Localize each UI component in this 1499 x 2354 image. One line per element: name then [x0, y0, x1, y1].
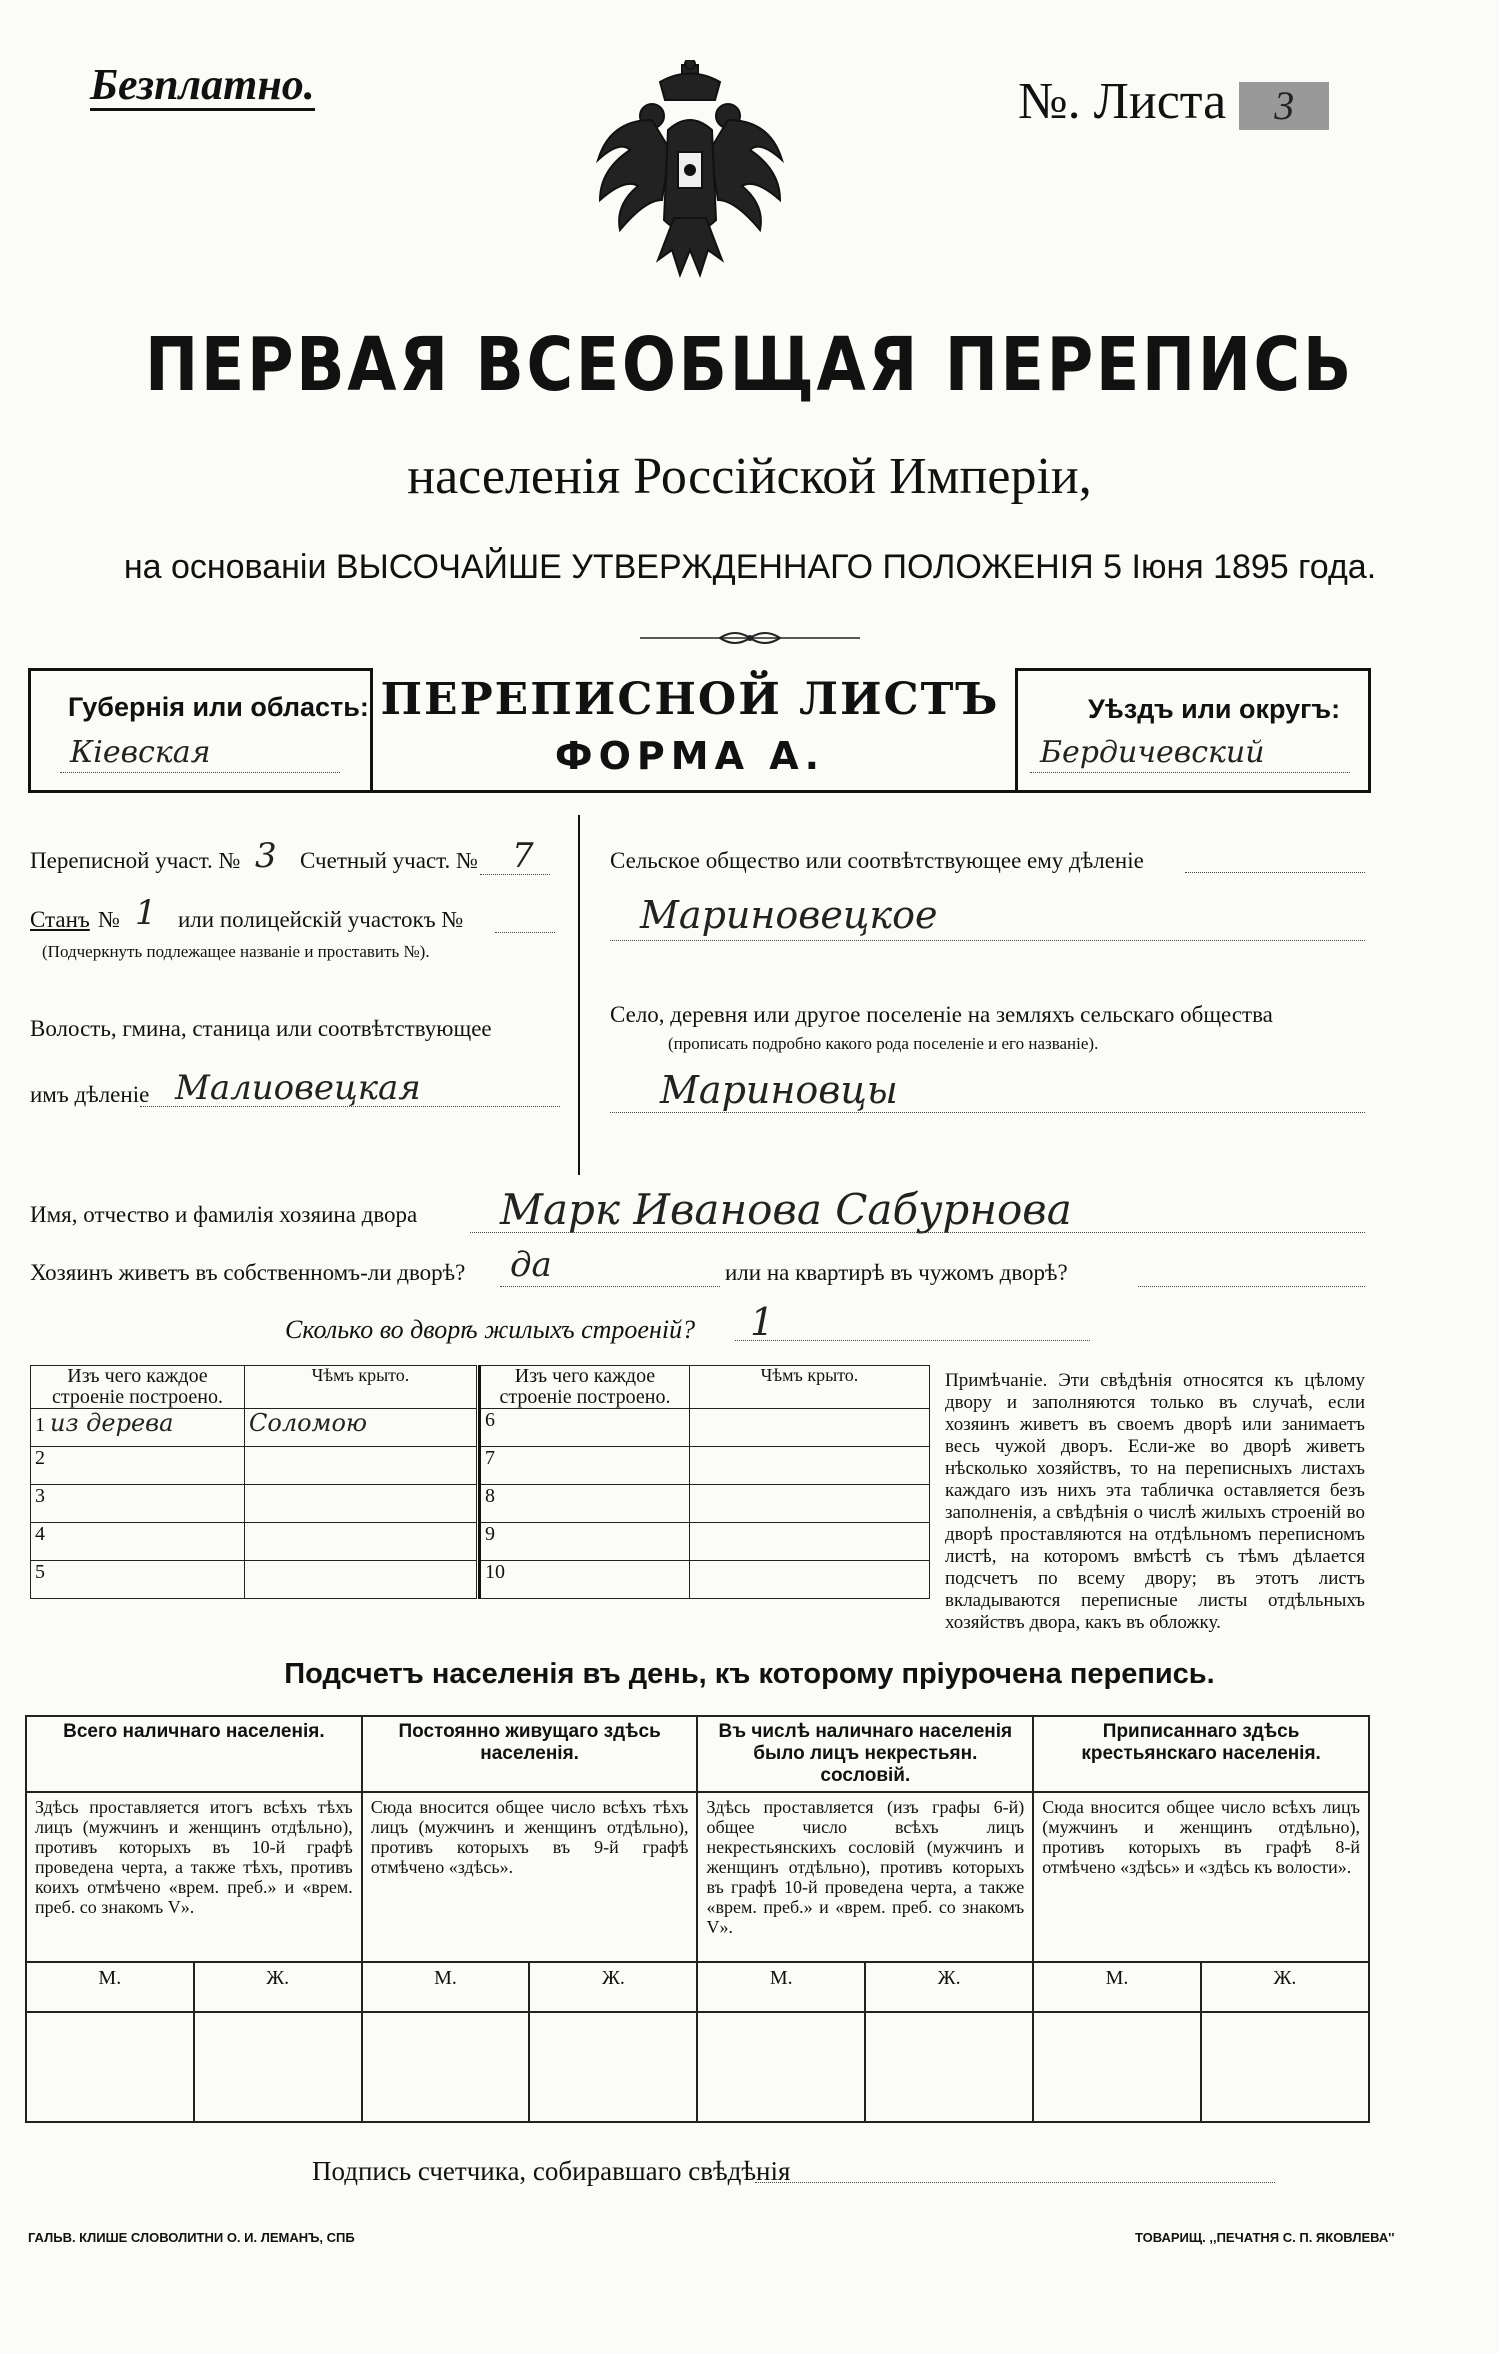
owner-name-label: Имя, отчество и фамилія хозяина двора [30, 1202, 418, 1227]
male-count-1[interactable] [26, 2012, 194, 2122]
female-header: Ж. [865, 1962, 1033, 2012]
population-title: Подсчетъ населенія въ день, къ которому пріурочена перепись. [284, 1658, 1215, 1690]
pop-col-1-heading: Всего наличнаго населенія. [26, 1716, 362, 1792]
table-row [480, 1485, 930, 1523]
band-top-left [28, 668, 370, 671]
row-number: 10 [485, 1561, 505, 1583]
society-line-2 [610, 940, 1365, 941]
material-header: Изъ чего каждое строеніе построено. [480, 1366, 690, 1409]
counting-section-value[interactable]: 7 [512, 836, 534, 876]
pop-col-4-desc: Сюда вносится общее число всѣхъ лицъ (мужчинъ и женщинъ отдѣльно), противъ которыхъ въ графѣ 8-й отмѣчено «здѣсь» и «здѣсь къ волости». [1033, 1792, 1369, 1962]
signature-line[interactable] [755, 2182, 1275, 2183]
table-row [31, 1523, 477, 1561]
table-row [480, 1561, 930, 1599]
male-count-3[interactable] [697, 2012, 865, 2122]
table-row [480, 1523, 930, 1561]
census-section-label: Переписной участ. № [30, 848, 241, 873]
census-section-value[interactable]: 3 [255, 836, 277, 876]
roof-header: Чѣмъ крыто. [690, 1366, 930, 1409]
male-header: М. [1033, 1962, 1201, 2012]
female-count-4[interactable] [1201, 2012, 1369, 2122]
free-label: Безплатно. [90, 62, 315, 111]
row-number: 2 [35, 1447, 45, 1469]
district-label: Уѣздъ или округъ: [1088, 694, 1341, 724]
row-number: 8 [485, 1485, 495, 1507]
footer-left: ГАЛЬВ. КЛИШЕ СЛОВОЛИТНИ О. И. ЛЕМАНЪ, СПБ [28, 2230, 355, 2245]
buildings-note: Примѣчаніе. Эти свѣдѣнія относятся къ цѣлому двору и заполняются только въ случаѣ, если хозяинъ живетъ въ своемъ дворѣ или занимаетъ весь чужой дворъ. Если-же во дворѣ живетъ нѣсколько хозяйствъ, то на переписныхъ листахъ каждаго изъ нихъ эта табличка оставляется безъ заполненія, а свѣдѣнія о числѣ жилыхъ строеній во дворѣ проставляются на отдѣльномъ переписномъ листѣ, на которомъ вмѣстѣ съ тѣмъ дѣлается подсчетъ по всему двору; въ этотъ листъ вкладываются переписные листы отдѣльныхъ хозяйствъ двора, какъ въ обложку. [945, 1370, 1365, 1633]
form-title: ПЕРЕПИСНОЙ ЛИСТЪ [380, 674, 1000, 725]
stan-no-label: № [98, 907, 120, 932]
underline-note: (Подчеркнуть подлежащее названіе и проставить №). [42, 942, 430, 961]
footer-right: ТОВАРИЩ. ,,ПЕЧАТНЯ С. П. ЯКОВЛЕВА'' [1135, 2230, 1395, 2245]
village-note: (прописать подробно какого рода поселеніе и его названіе). [668, 1034, 1099, 1053]
society-value[interactable]: Мариновецкое [640, 893, 938, 937]
subtitle: населенія Россійской Имперіи, [407, 448, 1092, 505]
ornament-divider [640, 630, 860, 646]
table-row [480, 1447, 930, 1485]
pop-col-1-desc: Здѣсь проставляется итогъ всѣхъ тѣхъ лицъ (мужчинъ и женщинъ отдѣльно), противъ которыхъ въ 10-й графѣ проведена черта, а также тѣхъ, противъ коихъ отмѣчено «врем. преб.» и «врем. преб. со знакомъ V». [26, 1792, 362, 1962]
buildings-line [735, 1340, 1090, 1341]
table-row [31, 1447, 477, 1485]
male-header: М. [697, 1962, 865, 2012]
own-yard-value[interactable]: да [510, 1245, 552, 1285]
basis-line: на основаніи ВЫСОЧАЙШЕ УТВЕРЖДЕННАГО ПОЛОЖЕНІЯ 5 Іюня 1895 года. [123, 548, 1377, 586]
double-headed-eagle-icon [590, 60, 790, 290]
band-left-edge [28, 668, 31, 790]
village-label: Село, деревня или другое поселеніе на земляхъ сельскаго общества [610, 1002, 1273, 1027]
row-number: 5 [35, 1561, 45, 1583]
stan-label: Станъ [30, 907, 90, 932]
row-number: 4 [35, 1523, 45, 1545]
female-count-3[interactable] [865, 2012, 1033, 2122]
main-title: ПЕРВАЯ ВСЕОБЩАЯ ПЕРЕПИСЬ [145, 322, 1354, 408]
material-header: Изъ чего каждое строеніе построено. [31, 1366, 245, 1409]
volost-label: Волость, гмина, станица или соотвѣтствующее [30, 1016, 492, 1041]
own-yard-line [500, 1286, 720, 1287]
population-table [25, 1715, 1370, 2123]
society-label: Сельское общество или соотвѣтствующее ему дѣленіе [610, 848, 1144, 873]
owner-name-line [470, 1232, 1365, 1233]
sheet-number [1018, 72, 1329, 131]
row-number: 1 [35, 1414, 45, 1436]
table-row [31, 1409, 477, 1447]
rented-label: или на квартирѣ въ чужомъ дворѣ? [725, 1260, 1068, 1285]
owner-name-value[interactable]: Марк Иванова Сабурнова [500, 1185, 1072, 1234]
row-number: 6 [485, 1409, 495, 1431]
village-value[interactable]: Мариновцы [660, 1068, 898, 1112]
female-count-1[interactable] [194, 2012, 362, 2122]
male-header: М. [26, 1962, 194, 2012]
male-count-4[interactable] [1033, 2012, 1201, 2122]
pop-col-4-heading: Приписаннаго здѣсь крестьянскаго населенія. [1033, 1716, 1369, 1792]
table-row [31, 1561, 477, 1599]
row-roof[interactable]: Соломою [245, 1409, 477, 1447]
volost-line [140, 1106, 560, 1107]
band-top-right [1015, 668, 1370, 671]
police-line [495, 932, 555, 933]
province-line [60, 772, 340, 773]
rented-line [1138, 1286, 1365, 1287]
own-yard-label: Хозяинъ живетъ въ собственномъ-ли дворѣ? [30, 1260, 466, 1285]
volost-value[interactable]: Малиовецкая [175, 1068, 421, 1108]
village-line [610, 1112, 1365, 1113]
form-subtitle: ФОРМА А. [554, 734, 826, 778]
stan-value[interactable]: 1 [135, 893, 157, 933]
buildings-label: Сколько во дворѣ жилыхъ строеній? [285, 1315, 696, 1344]
male-count-2[interactable] [362, 2012, 530, 2122]
police-label: или полицейскій участокъ № [178, 907, 464, 932]
district-line [1030, 772, 1350, 773]
female-header: Ж. [1201, 1962, 1369, 2012]
pop-col-3-desc: Здѣсь проставляется (изъ графы 6-й) общее число всѣхъ лицъ некрестьянскихъ сословій (мужчинъ и женщинъ отдѣльно), противъ которыхъ въ графѣ 10-й проведена черта, а также «врем. преб.» и «врем. преб. со знакомъ V». [697, 1792, 1033, 1962]
row-number: 7 [485, 1447, 495, 1469]
fields-divider [578, 815, 580, 1175]
province-value[interactable]: Кiевская [70, 735, 211, 770]
band-right-edge [1368, 668, 1371, 790]
district-value[interactable]: Бердичевский [1040, 735, 1265, 770]
pop-col-2-desc: Сюда вносится общее число всѣхъ тѣхъ лицъ (мужчинъ и женщинъ отдѣльно), противъ которыхъ въ 9-й графѣ отмѣчено «здѣсь». [362, 1792, 698, 1962]
band-divider-right [1015, 668, 1018, 790]
band-bottom [28, 790, 1371, 793]
buildings-table-right [478, 1365, 930, 1599]
division-label: имъ дѣленіе [30, 1082, 150, 1107]
pop-col-2-heading: Постоянно живущаго здѣсь населенія. [362, 1716, 698, 1792]
row-number: 9 [485, 1523, 495, 1545]
buildings-table-left [30, 1365, 477, 1599]
counting-section-label: Счетный участ. № [300, 848, 478, 873]
male-header: М. [362, 1962, 530, 2012]
signature-label: Подпись счетчика, собиравшаго свѣдѣнія [312, 2156, 791, 2186]
table-row [480, 1409, 930, 1447]
sheet-number-value[interactable]: 3 [1239, 82, 1329, 130]
roof-header: Чѣмъ крыто. [245, 1366, 477, 1409]
female-count-2[interactable] [529, 2012, 697, 2122]
row-material[interactable]: из дерева [50, 1409, 174, 1437]
province-label: Губернія или область: [68, 692, 369, 722]
pop-col-3-heading: Въ числѣ наличнаго населенія было лицъ некрестьян. сословій. [697, 1716, 1033, 1792]
counting-line [480, 874, 550, 875]
female-header: Ж. [529, 1962, 697, 2012]
buildings-value[interactable]: 1 [750, 1300, 775, 1344]
sheet-number-label: №. Листа [1018, 73, 1227, 130]
table-row [31, 1485, 477, 1523]
row-number: 3 [35, 1485, 45, 1507]
female-header: Ж. [194, 1962, 362, 2012]
society-line-1 [1185, 872, 1365, 873]
